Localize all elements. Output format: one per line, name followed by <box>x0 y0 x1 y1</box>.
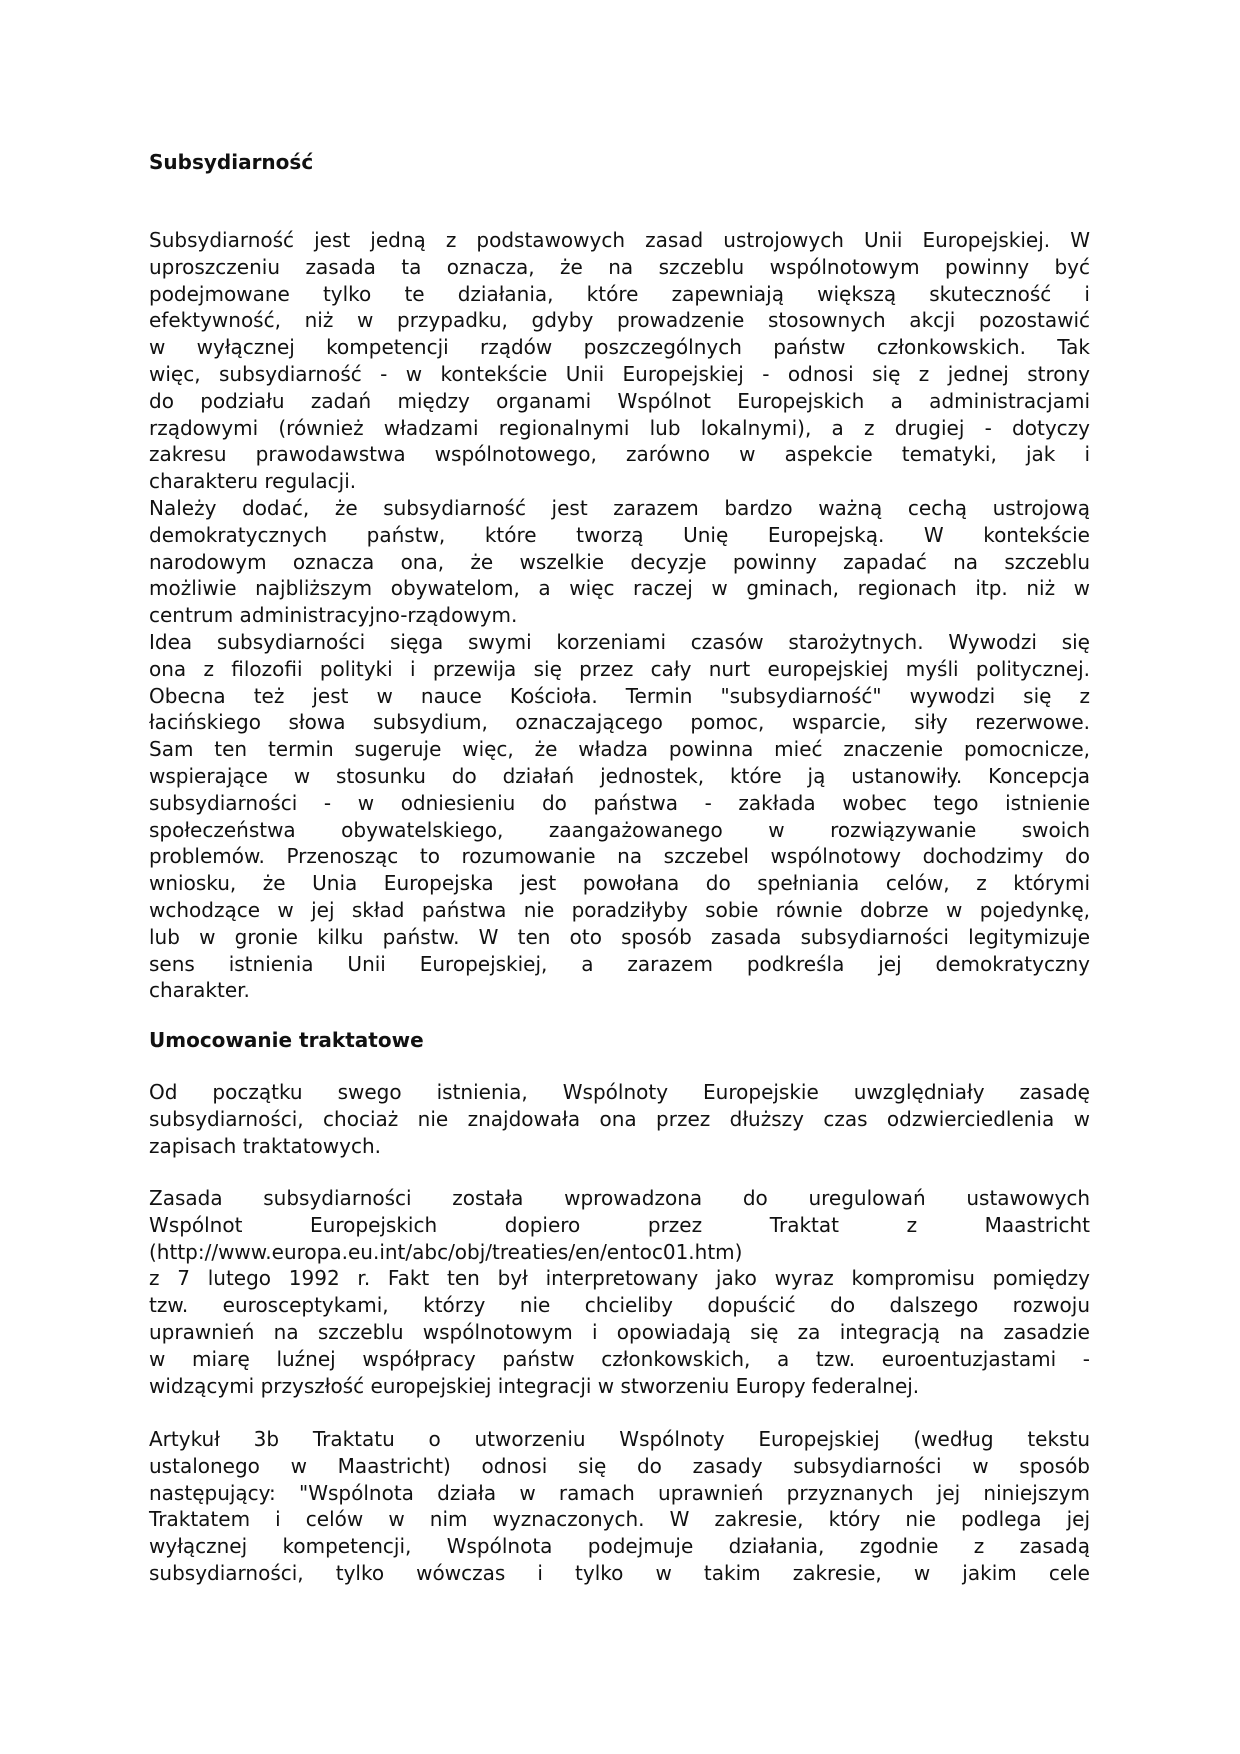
text-line: uproszczeniu zasada ta oznacza, że na szczeblu wspólnotowym powinny być <box>149 254 1090 279</box>
text-line: w miarę luźnej współpracy państw członkowskich, a tzw. euroentuzjastami - <box>149 1346 1090 1371</box>
text-line: ustalonego w Maastricht) odnosi się do zasady subsydiarności w sposób <box>149 1453 1090 1478</box>
text-line: efektywność, niż w przypadku, gdyby prowadzenie stosownych akcji pozostawić <box>149 308 1090 333</box>
text-line: subsydiarności, tylko wówczas i tylko w takim zakresie, w jakim cele <box>149 1560 1090 1585</box>
text-line: podejmowane tylko te działania, które zapewniają większą skuteczność i <box>149 281 1090 306</box>
text-line: w wyłącznej kompetencji rządów poszczególnych państw członkowskich. Tak <box>149 335 1090 360</box>
text-line: demokratycznych państw, które tworzą Unię Europejską. W kontekście <box>149 522 1090 547</box>
section-heading: Umocowanie traktatowe <box>149 1028 424 1052</box>
text-line: subsydiarności - w odniesieniu do państwa - zakłada wobec tego istnienie <box>149 790 1090 815</box>
text-line: Subsydiarność jest jedną z podstawowych zasad ustrojowych Unii Europejskiej. W <box>149 228 1090 252</box>
text-line: Obecna też jest w nauce Kościoła. Termin "subsydiarność" wywodzi się z <box>149 683 1090 708</box>
text-line: ona z filozofii polityki i przewija się przez cały nurt europejskiej myśli politycznej. <box>149 656 1090 681</box>
text-line: zakresu prawodawstwa wspólnotowego, zarówno w aspekcie tematyki, jak i <box>149 442 1090 467</box>
page-title: Subsydiarność <box>149 150 314 174</box>
text-line: zapisach traktatowych. <box>149 1133 382 1158</box>
text-line: Traktatem i celów w nim wyznaczonych. W zakresie, który nie podlega jej <box>149 1507 1090 1532</box>
text-line: sens istnienia Unii Europejskiej, a zarazem podkreśla jej demokratyczny <box>149 951 1090 976</box>
text-line: Zasada subsydiarności została wprowadzona do uregulowań ustawowych <box>149 1186 1090 1210</box>
text-line: Idea subsydiarności sięga swymi korzeniami czasów starożytnych. Wywodzi się <box>149 629 1090 654</box>
text-line: społeczeństwa obywatelskiego, zaangażowanego w rozwiązywanie swoich <box>149 817 1090 842</box>
text-line: charakter. <box>149 978 250 1003</box>
text-line: wspierające w stosunku do działań jednostek, które ją ustanowiły. Koncepcja <box>149 763 1090 788</box>
text-line: Wspólnot Europejskich dopiero przez Traktat z Maastricht <box>149 1212 1090 1237</box>
text-line: wniosku, że Unia Europejska jest powołana do spełniania celów, z którymi <box>149 871 1090 896</box>
paragraph-od <box>149 1079 1090 1159</box>
text-line: uprawnień na szczeblu wspólnotowym i opowiadają się za integracją na zasadzie <box>149 1319 1090 1344</box>
text-line: wyłącznej kompetencji, Wspólnota podejmuje działania, zgodnie z zasadą <box>149 1534 1090 1559</box>
section-intro <box>149 227 1090 1004</box>
text-line: więc, subsydiarność - w kontekście Unii Europejskiej - odnosi się z jednej strony <box>149 361 1090 386</box>
text-line: centrum administracyjno-rządowym. <box>149 603 518 628</box>
text-line: Od początku swego istnienia, Wspólnoty Europejskie uwzględniały zasadę <box>149 1080 1090 1104</box>
text-line: do podziału zadań między organami Wspólnot Europejskich a administracjami <box>149 388 1090 413</box>
text-line: z 7 lutego 1992 r. Fakt ten był interpretowany jako wyraz kompromisu pomiędzy <box>149 1266 1090 1291</box>
text-line: Sam ten termin sugeruje więc, że władza powinna mieć znaczenie pomocnicze, <box>149 737 1090 762</box>
text-line: Artykuł 3b Traktatu o utworzeniu Wspólnoty Europejskiej (według tekstu <box>149 1427 1090 1451</box>
paragraph-artykul <box>149 1426 1090 1587</box>
text-line: możliwie najbliższym obywatelom, a więc raczej w gminach, regionach itp. niż w <box>149 576 1090 601</box>
text-line: łacińskiego słowa subsydium, oznaczającego pomoc, wsparcie, siły rezerwowe. <box>149 710 1090 735</box>
text-line: narodowym oznacza ona, że wszelkie decyzje powinny zapadać na szczeblu <box>149 549 1090 574</box>
paragraph-zasada <box>149 1185 1090 1399</box>
text-line: tzw. eurosceptykami, którzy nie chcieliby dopuścić do dalszego rozwoju <box>149 1293 1090 1318</box>
text-line: charakteru regulacji. <box>149 469 357 494</box>
text-line: rządowymi (również władzami regionalnymi lub lokalnymi), a z drugiej - dotyczy <box>149 415 1090 440</box>
text-line: subsydiarności, chociaż nie znajdowała ona przez dłuższy czas odzwierciedlenia w <box>149 1106 1090 1131</box>
text-line: wchodzące w jej skład państwa nie poradziłyby sobie równie dobrze w pojedynkę, <box>149 897 1090 922</box>
text-line: widzącymi przyszłość europejskiej integracji w stworzeniu Europy federalnej. <box>149 1373 920 1398</box>
text-line: problemów. Przenosząc to rozumowanie na szczebel wspólnotowy dochodzimy do <box>149 844 1090 869</box>
text-line: lub w gronie kilku państw. W ten oto sposób zasada subsydiarności legitymizuje <box>149 924 1090 949</box>
text-line: Należy dodać, że subsydiarność jest zarazem bardzo ważną cechą ustrojową <box>149 495 1090 520</box>
text-line: (http://www.europa.eu.int/abc/obj/treaties/en/entoc01.htm) <box>149 1239 743 1264</box>
text-line: następujący: "Wspólnota działa w ramach uprawnień przyznanych jej niniejszym <box>149 1480 1090 1505</box>
